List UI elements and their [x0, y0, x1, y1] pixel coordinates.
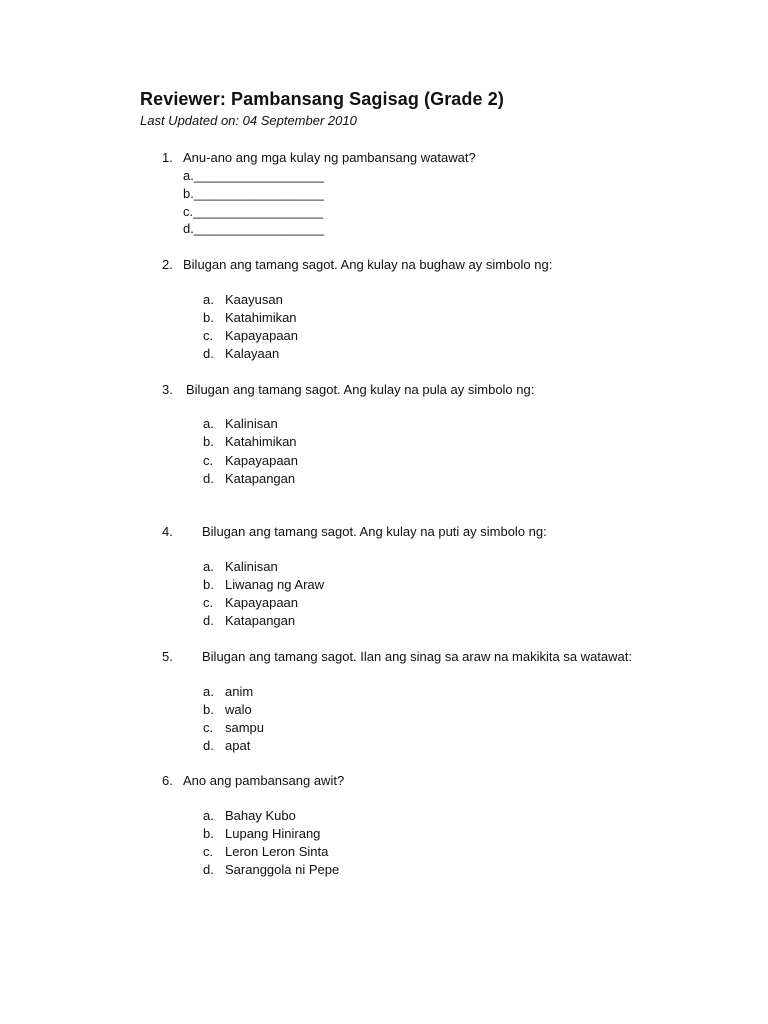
option-text: Katahimikan [225, 310, 297, 325]
option-text: Kalayaan [225, 346, 280, 361]
option-text: Leron Leron Sinta [225, 844, 329, 859]
option-letter: b. [203, 702, 214, 717]
question-5-option [203, 684, 253, 699]
option-letter: b. [203, 434, 214, 449]
option-text: Kalinisan [225, 559, 278, 574]
last-updated-note: Last Updated on: 04 September 2010 [140, 113, 357, 128]
option-letter: c. [203, 720, 214, 735]
option-text: Kapayapaan [225, 328, 299, 343]
question-2-option [203, 346, 279, 361]
option-letter: d. [203, 738, 214, 753]
question-3-text: Bilugan ang tamang sagot. Ang kulay na pula ay simbolo ng: [186, 382, 535, 397]
option-letter: a. [203, 416, 214, 431]
question-1-text: Anu-ano ang mga kulay ng pambansang watawat? [183, 150, 476, 165]
question-5-option [203, 738, 250, 753]
option-text: Lupang Hinirang [225, 826, 321, 841]
question-6-option [203, 844, 328, 859]
option-text: Saranggola ni Pepe [225, 862, 340, 877]
question-2-number: 2. [162, 257, 173, 272]
question-6-text: Ano ang pambansang awit? [183, 773, 345, 788]
option-letter: a. [203, 292, 214, 307]
question-5-number: 5. [162, 649, 173, 664]
option-text: Bahay Kubo [225, 808, 296, 823]
option-letter: c. [203, 328, 214, 343]
option-letter: a. [203, 808, 214, 823]
question-6-option [203, 808, 296, 823]
option-letter: d. [203, 471, 214, 486]
option-letter: c. [203, 844, 214, 859]
option-text: Kapayapaan [225, 595, 299, 610]
option-text: Kapayapaan [225, 453, 299, 468]
question-3-option [203, 471, 295, 486]
option-letter: b. [203, 577, 214, 592]
question-1-number: 1. [162, 150, 173, 165]
question-3-option [203, 416, 278, 431]
option-text: Liwanag ng Araw [225, 577, 325, 592]
question-2-text: Bilugan ang tamang sagot. Ang kulay na bughaw ay simbolo ng: [183, 257, 553, 272]
option-text: Kaayusan [225, 292, 283, 307]
option-letter: d. [203, 862, 214, 877]
question-4-option [203, 559, 278, 574]
option-text: Katapangan [225, 471, 296, 486]
option-letter: d. [203, 613, 214, 628]
option-letter: b. [203, 310, 214, 325]
question-1-blank-c: c.__________________ [183, 204, 324, 219]
question-4-option [203, 577, 324, 592]
option-letter: c. [203, 595, 214, 610]
question-5-option [203, 720, 264, 735]
question-5-text: Bilugan ang tamang sagot. Ilan ang sinag sa araw na makikita sa watawat: [202, 649, 632, 664]
option-text: apat [225, 738, 251, 753]
option-letter: d. [203, 346, 214, 361]
question-1-blank-a: a.__________________ [183, 168, 324, 183]
option-letter: a. [203, 559, 214, 574]
question-4-text: Bilugan ang tamang sagot. Ang kulay na puti ay simbolo ng: [202, 524, 547, 539]
option-text: walo [225, 702, 252, 717]
question-1-blank-b: b.__________________ [183, 186, 324, 201]
option-text: sampu [225, 720, 265, 735]
question-6-number: 6. [162, 773, 173, 788]
option-text: Kalinisan [225, 416, 278, 431]
option-letter: c. [203, 453, 214, 468]
question-2-option [203, 292, 283, 307]
question-5-option [203, 702, 252, 717]
question-4-number: 4. [162, 524, 173, 539]
question-2-option [203, 310, 297, 325]
question-6-option [203, 826, 320, 841]
option-text: Katahimikan [225, 434, 297, 449]
document-title: Reviewer: Pambansang Sagisag (Grade 2) [140, 89, 504, 109]
question-3-option [203, 434, 297, 449]
option-letter: a. [203, 684, 214, 699]
question-2-option [203, 328, 298, 343]
question-3-number: 3. [162, 382, 173, 397]
option-text: anim [225, 684, 254, 699]
question-1-blank-d: d.__________________ [183, 221, 324, 236]
question-4-option [203, 613, 295, 628]
question-3-option [203, 453, 298, 468]
question-4-option [203, 595, 298, 610]
question-6-option [203, 862, 339, 877]
option-letter: b. [203, 826, 214, 841]
option-text: Katapangan [225, 613, 296, 628]
